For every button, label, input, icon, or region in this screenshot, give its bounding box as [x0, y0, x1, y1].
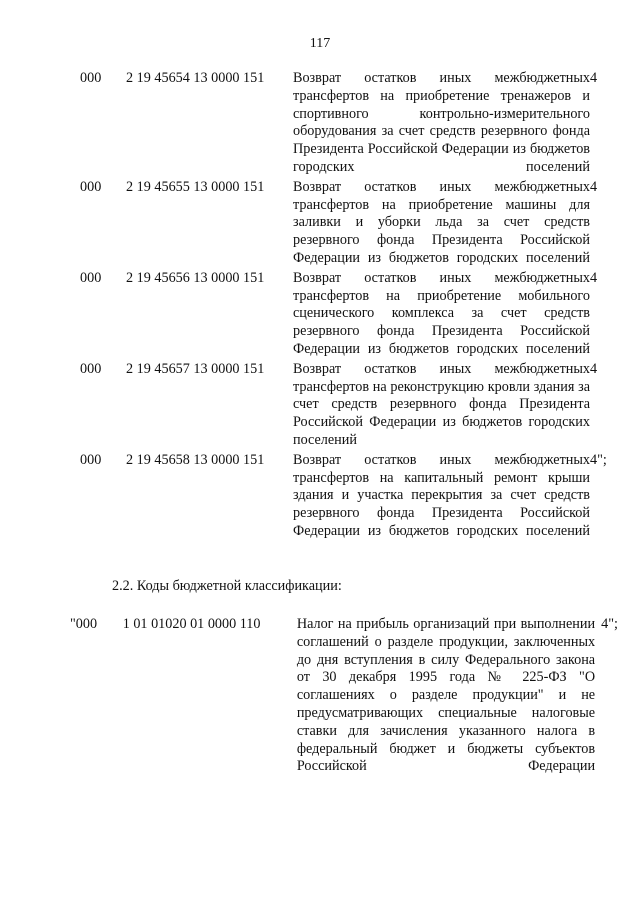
table-row	[80, 361, 630, 452]
description-cell: Возврат остатков иных межбюджетных трансфертов на капитальный ремонт крыши здания и участка перекрытия за счет средств резервного фонда Президента Российской Федерации из бюджетов городских поселений	[293, 451, 590, 539]
norm-value-cell: 4	[590, 269, 598, 286]
norm-value-cell: 4	[590, 178, 598, 195]
section-heading: 2.2. Коды бюджетной классификации:	[112, 578, 342, 594]
admin-code-cell: 000	[80, 451, 102, 468]
description-cell: Возврат остатков иных межбюджетных трансфертов на приобретение машины для заливки и уборки льда за счет средств резервного фонда Президента Российской Федерации из бюджетов городских поселений	[293, 178, 590, 266]
table-row	[70, 616, 640, 776]
admin-code-cell: 000	[80, 178, 102, 195]
kbk-code-cell: 2 19 45654 13 0000 151	[126, 70, 265, 86]
table-row	[80, 452, 630, 543]
admin-code-cell: 000	[80, 70, 102, 86]
description-cell: Налог на прибыль организаций при выполнении соглашений о разделе продукции, заключенных до дня вступления в силу Федерального закона от 30 декабря 1995 года № 225-ФЗ "О соглашениях о разделе продукции" и не предусматривающих специальные налоговые ставки для зачисления указанного налога в федеральный бюджет и бюджеты субъектов Российской Федерации	[296, 616, 596, 775]
description-cell: Возврат остатков иных межбюджетных трансфертов на реконструкцию кровли здания за счет средств резервного фонда Президента Российской Федерации из бюджетов городских поселений	[293, 360, 590, 448]
norm-value-cell: 4";	[601, 616, 618, 632]
table-row	[80, 270, 630, 361]
page-number: 117	[309, 36, 331, 51]
table-row	[80, 70, 630, 179]
kbk-code-cell: 1 01 01020 01 0000 110	[122, 616, 261, 632]
classification-table-b	[70, 616, 640, 776]
kbk-code-cell: 2 19 45658 13 0000 151	[126, 451, 265, 468]
kbk-code-cell: 2 19 45655 13 0000 151	[126, 178, 265, 195]
admin-code-cell: 000	[80, 269, 102, 286]
kbk-code-cell: 2 19 45657 13 0000 151	[126, 360, 265, 377]
description-cell: Возврат остатков иных межбюджетных трансфертов на приобретение тренажеров и спортивного контрольно-измерительного оборудования за счет средств резервного фонда Президента Российской Федерации из бюджетов городских поселений	[293, 70, 590, 175]
norm-value-cell: 4	[590, 360, 598, 377]
classification-table-a	[80, 70, 630, 543]
table-row	[80, 179, 630, 270]
norm-value-cell: 4	[590, 70, 598, 86]
kbk-code-cell: 2 19 45656 13 0000 151	[126, 269, 265, 286]
description-cell: Возврат остатков иных межбюджетных трансфертов на приобретение мобильного сценического комплекса за счет средств резервного фонда Президента Российской Федерации из бюджетов городских поселений	[293, 269, 590, 357]
admin-code-cell: "000	[70, 616, 98, 632]
admin-code-cell: 000	[80, 360, 102, 377]
norm-value-cell: 4";	[590, 451, 607, 468]
